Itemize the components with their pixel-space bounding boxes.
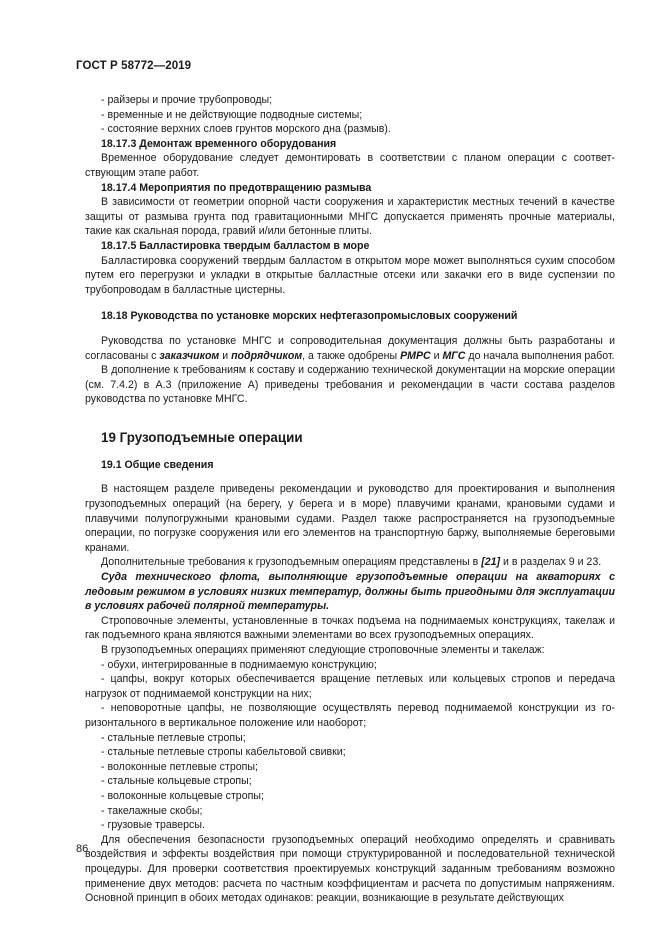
section-heading: 18.18 Руководства по установке морских нефтегазопромысловых сооружений — [101, 310, 518, 323]
list-item: - такелажные скобы; — [101, 804, 203, 817]
page-number: 86 — [76, 843, 89, 855]
list-item: - стальные петлевые стропы кабельтовой свивки; — [101, 746, 346, 759]
subsection-heading: 18.17.3 Демонтаж временного оборудования — [101, 137, 337, 150]
paragraph: Руководства по установке МНГС и сопроводительная документация должны быть разработаны и согласованы с заказчиком и подрядчиком, а также одобрены РМРС и МГС до начала выполнения работ. — [85, 334, 615, 362]
list-item: - стальные кольцевые стропы; — [101, 775, 252, 788]
page-content — [85, 93, 615, 906]
paragraph-emphasis: Суда технического флота, выполняющие грузоподъемные операции на акваториях с ледовым режимом в условиях низких температур, должны быть пригодными для эксплуатации в условиях рабочей полярной температуры. — [85, 571, 615, 613]
chapter-heading: 19 Грузоподъемные операции — [101, 429, 303, 445]
list-item: - обухи, интегрированные в поднимаемую конструкцию; — [101, 658, 377, 671]
paragraph: Дополнительные требования к грузоподъемным операциям представлены в [21] и в разделах 9 и 23. — [101, 556, 602, 569]
list-item: - временные и не действующие подводные системы; — [101, 108, 363, 121]
paragraph: В зависимости от геометрии опорной части сооружения и характеристик местных течений в качестве защиты от размыва грунта под гравитационными МНГС допускается применять прочные материалы, такие как скальная порода, гравий и/или бетонные плиты. — [85, 196, 615, 238]
paragraph: Для обеспечения безопасности грузоподъемных операций необходимо определять и сравнивать воздействия и эффекты воздействия при помощи структурированной и последовательной технической процедуры. Для проверки соответствия проектируемых конструкций заданным требованиям возможно применение двух методов: расчета по частным коэффициентам и расчета по допустимым напряжениям. Основной принцип в обоих методах одинаков: реакции, возникающие в результате действующих — [85, 833, 615, 905]
paragraph: Временное оборудование следует демонтировать в соответствии с планом операции с соответствующим этапе работ. — [85, 152, 615, 179]
list-item: - цапфы, вокруг которых обеспечивается вращение петлевых или кольцевых стропов и передача нагрузок от поднимаемой конструкции на них; — [85, 673, 615, 700]
paragraph: В дополнение к требованиям к составу и содержанию технической документации на морские операции (см. 7.4.2) в А.3 (приложение А) приведены требования и рекомендации в части состава разделов руководства по установке МНГС. — [85, 364, 615, 406]
list-item: - райзеры и прочие трубопроводы; — [101, 94, 273, 106]
list-item: - волоконные кольцевые стропы; — [101, 789, 264, 802]
list-item: - грузовые траверсы. — [101, 819, 205, 832]
list-item: - стальные петлевые стропы; — [101, 731, 246, 744]
paragraph: Балластировка сооружений твердым балластом в открытом море может выполняться сухим способом путем его перегрузки и укладки в открытые балластные отсеки или закачки его в виде суспензии по трубопроводам в балластные цистерны. — [85, 254, 615, 296]
subsection-heading: 18.17.4 Мероприятия по предотвращению размыва — [101, 181, 372, 194]
list-item: - состояние верхних слоев грунтов морского дна (размыв). — [101, 123, 391, 136]
document-header: ГОСТ Р 58772—2019 — [76, 60, 192, 72]
section-heading: 19.1 Общие сведения — [101, 458, 214, 471]
paragraph: В грузоподъемных операциях применяют следующие строповочные элементы и такелаж: — [101, 644, 545, 656]
subsection-heading: 18.17.5 Балластировка твердым балластом в море — [101, 239, 370, 252]
list-item: - волоконные петлевые стропы; — [101, 760, 258, 773]
paragraph: Строповочные элементы, установленные в точках подъема на поднимаемых конструкциях, такeлаж и гак подъемного крана являются важными элементами во всех грузоподъемных операциях. — [85, 614, 615, 642]
paragraph: В настоящем разделе приведены рекомендации и руководство для проектирования и выполнения грузоподъемных операций (на берегу, у берега и в море) плавучими кранами, крановыми судами и плавучими полупогружными крановыми судами. Раздел также распространяется на грузоподъемные операции, по погрузке сооружения или его элементов на транспортную баржу, выполняемые береговыми кранами. — [85, 483, 615, 554]
list-item: - неповоротные цапфы, не позволяющие осуществлять перевод поднимаемой конструкции из горизонтального в вертикальное положение или наоборот; — [85, 702, 615, 729]
